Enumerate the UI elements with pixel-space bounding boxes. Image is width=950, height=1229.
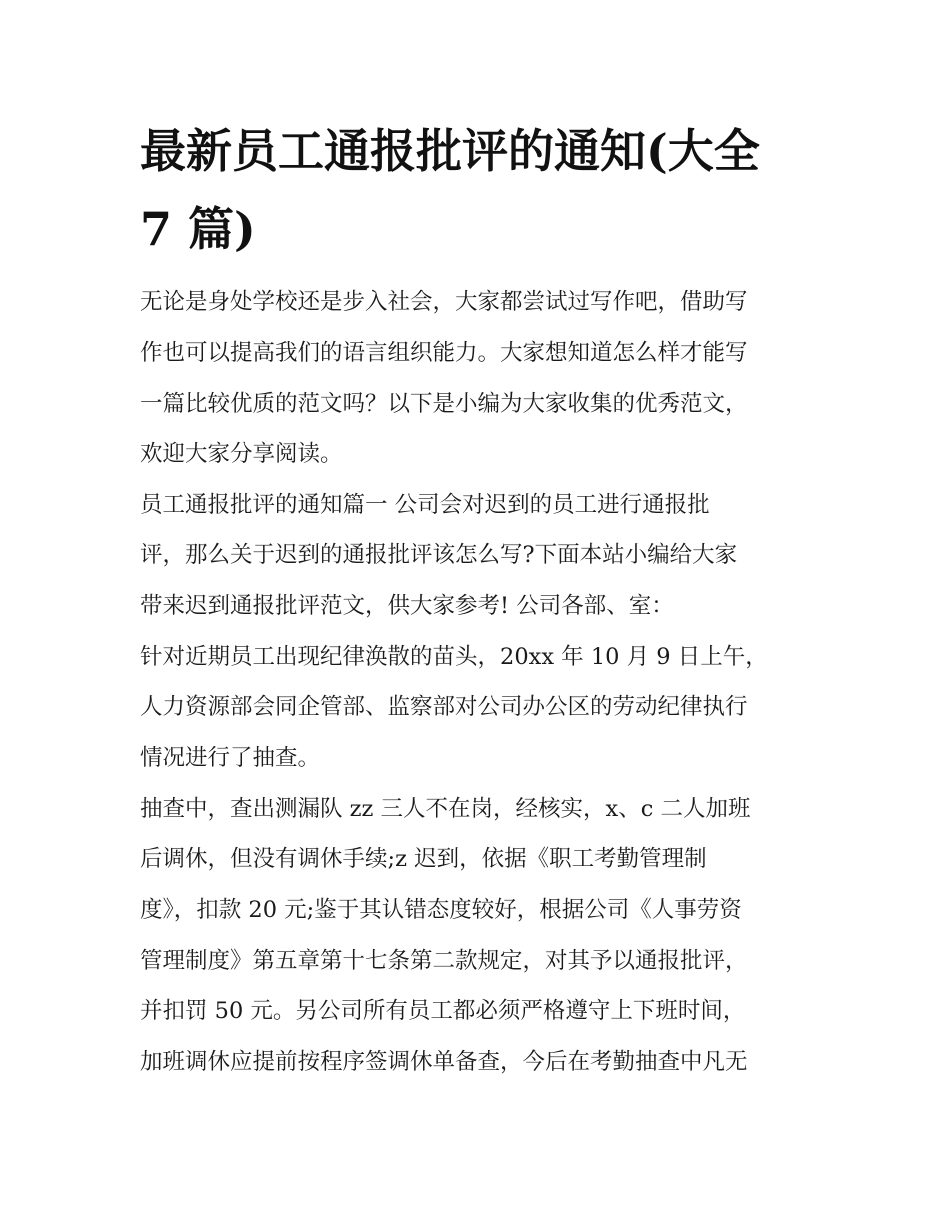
document-title — [140, 112, 820, 268]
body-line: 无论是身处学校还是步入社会，大家都尝试过写作吧，借助写 — [140, 289, 748, 315]
title-line-1: 最新员工通报批评的通知(大全 — [140, 124, 760, 178]
body-line: 人力资源部会同企管部、监察部对公司办公区的劳动纪律执行 — [140, 694, 748, 720]
body-line: 评，那么关于迟到的通报批评该怎么写?下面本站小编给大家 — [140, 542, 738, 568]
title-line-2: 7 篇) — [140, 202, 256, 256]
body-line: 带来迟到通报批评范文，供大家参考! 公司各部、室： — [140, 593, 674, 619]
body-line: 后调休，但没有调休手续;z 迟到，依据《职工考勤管理制 — [140, 846, 707, 872]
body-line: 一篇比较优质的范文吗？以下是小编为大家收集的优秀范文， — [140, 391, 748, 417]
body-line: 度》，扣款 20 元;鉴于其认错态度较好，根据公司《人事劳资 — [140, 897, 742, 923]
body-line: 作也可以提高我们的语言组织能力。大家想知道怎么样才能写 — [140, 340, 748, 366]
body-line: 欢迎大家分享阅读。 — [140, 441, 343, 467]
body-line: 抽查中，查出测漏队 zz 三人不在岗，经核实，x、c 二人加班 — [140, 796, 751, 822]
body-line: 加班调休应提前按程序签调休单备查，今后在考勤抽查中凡无 — [140, 1049, 748, 1075]
body-line: 情况进行了抽查。 — [140, 745, 321, 771]
body-line: 针对近期员工出现纪律涣散的苗头，20xx 年 10 月 9 日上午， — [140, 644, 768, 670]
body-line: 员工通报批评的通知篇一 公司会对迟到的员工进行通报批 — [140, 492, 710, 518]
body-line: 并扣罚 50 元。另公司所有员工都必须严格遵守上下班时间， — [140, 998, 746, 1024]
body-line: 管理制度》第五章第十七条第二款规定，对其予以通报批评， — [140, 948, 748, 974]
